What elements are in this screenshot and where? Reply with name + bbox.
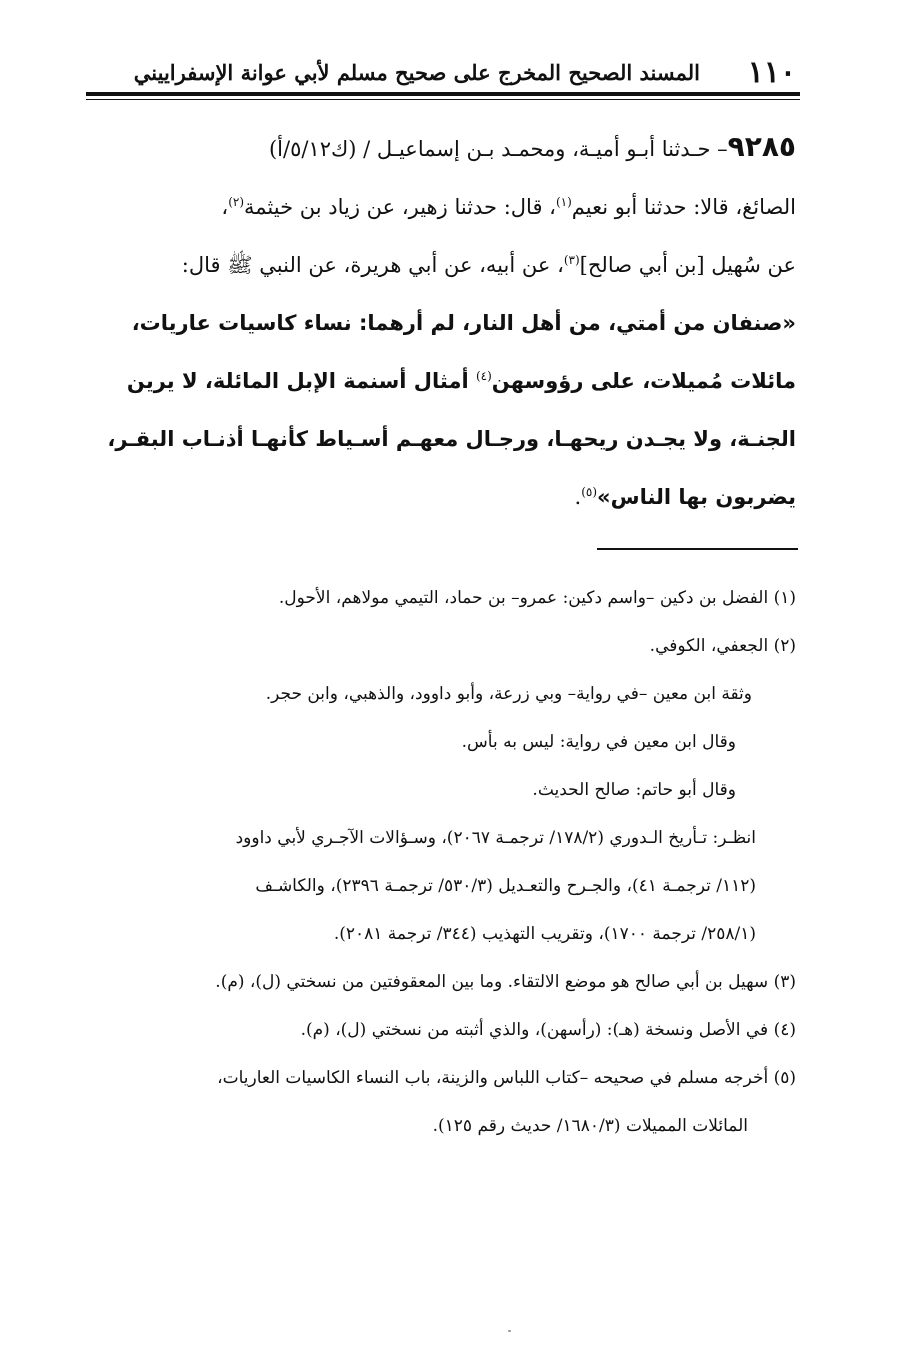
footnote-2-line: وقال أبو حاتم: صالح الحديث. bbox=[532, 780, 736, 800]
matn-line: «صنفان من أمتي، من أهل النار، لم أرهما: نساء كاسيات عاريات، bbox=[131, 311, 796, 335]
page-number: ١١٠ bbox=[747, 55, 796, 90]
hadith-line bbox=[84, 118, 796, 178]
isnad-text: ، عن أبيه، عن أبي هريرة، عن النبي ﷺ قال: bbox=[181, 253, 564, 277]
running-title: المسند الصحيح المخرج على صحيح مسلم لأبي عوانة الإسفراييني bbox=[133, 60, 700, 85]
matn-line bbox=[84, 352, 796, 410]
matn-text: . bbox=[574, 485, 582, 509]
isnad-text: ، قال: حدثنا زهير، عن زياد بن خيثمة bbox=[244, 195, 556, 219]
footnote-4: (٤) في الأصل ونسخة (هـ): (رأسهن)، والذي أثبته من نسختي (ل)، (م). bbox=[300, 1020, 796, 1040]
footnote-marker: (٣) bbox=[563, 253, 580, 267]
footnotes bbox=[84, 574, 796, 1150]
footnote-2-line: انظـر: تـأريخ الـدوري (١٧٨/٢/ ترجمـة ٢٠٦٧)، وسـؤالات الآجـري لأبي داوود bbox=[235, 828, 756, 848]
matn-text: مائلات مُميلات، على رؤوسهن bbox=[491, 369, 796, 393]
footnote-marker: (٤) bbox=[475, 369, 492, 383]
isnad-text: الصائغ، قالا: حدثنا أبو نعيم bbox=[571, 195, 796, 219]
footnote-2-line: (٢٥٨/١/ ترجمة ١٧٠٠)، وتقريب التهذيب (٣٤٤/ ترجمة ٢٠٨١). bbox=[333, 924, 756, 944]
header-rule-thin bbox=[86, 99, 800, 100]
footnote-separator bbox=[597, 548, 798, 550]
footnote-marker: (١) bbox=[555, 195, 572, 209]
isnad-text: عن سُهيل [بن أبي صالح] bbox=[579, 253, 796, 277]
header-rule-thick bbox=[86, 92, 800, 96]
footnote-marker: (٢) bbox=[228, 195, 245, 209]
hadith-number: ٩٢٨٥ bbox=[727, 130, 796, 163]
matn-text: يضربون بها الناس» bbox=[597, 485, 796, 509]
scan-speck bbox=[508, 1330, 511, 1332]
hadith-line bbox=[84, 236, 796, 294]
footnote-5-line: المائلات المميلات (١٦٨٠/٣/ حديث رقم ١٢٥). bbox=[432, 1116, 748, 1136]
isnad-text: ، bbox=[221, 195, 229, 219]
footnote-2-line: (١١٢/ ترجمـة ٤١)، والجـرح والتعـديل (٥٣٠/٣/ ترجمـة ٢٣٩٦)، والكاشـف bbox=[255, 876, 756, 896]
footnote-3: (٣) سهيل بن أبي صالح هو موضع الالتقاء. وما بين المعقوفتين من نسختي (ل)، (م). bbox=[215, 972, 796, 992]
footnote-2-line: وقال ابن معين في رواية: ليس به بأس. bbox=[461, 732, 736, 752]
matn-text: أمثال أسنمة الإبل المائلة، لا يرين bbox=[126, 369, 476, 393]
matn-line: الجنـة، ولا يجـدن ريحهـا، ورجـال معهـم أسـياط كأنهـا أذنـاب البقـر، bbox=[107, 427, 796, 451]
footnote-1: (١) الفضل بن دكين –واسم دكين: عمرو– بن حماد، التيمي مولاهم، الأحول. bbox=[278, 588, 796, 608]
hadith-isnad-start: – حـدثنا أبـو أميـة، ومحمـد بـن إسماعيـل / (ك٥/١٢/أ) bbox=[268, 137, 728, 161]
hadith-text bbox=[84, 118, 796, 526]
page-header bbox=[94, 56, 800, 90]
footnote-2-line: وثقة ابن معين –في رواية– وبي زرعة، وأبو داوود، والذهبي، وابن حجر. bbox=[265, 684, 752, 704]
matn-line bbox=[84, 468, 796, 526]
footnote-5: (٥) أخرجه مسلم في صحيحه –كتاب اللباس والزينة، باب النساء الكاسيات العاريات، bbox=[217, 1068, 796, 1088]
hadith-line bbox=[84, 178, 796, 236]
footnote-2: (٢) الجعفي، الكوفي. bbox=[649, 636, 796, 656]
footnote-marker: (٥) bbox=[581, 485, 598, 499]
